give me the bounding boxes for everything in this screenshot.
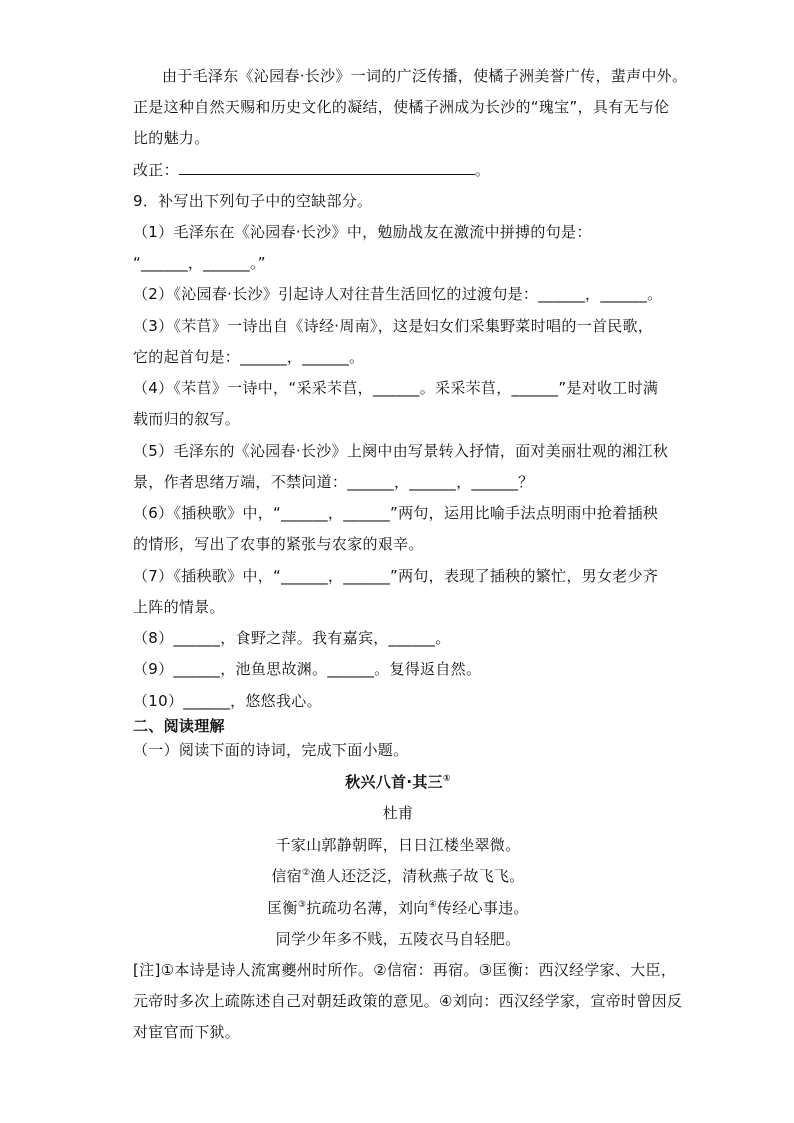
q9-item-1b: “______，______。”: [133, 254, 266, 272]
correction-row: [133, 160, 663, 180]
q9-item-4a: （4）《芣苢》一诗中，“采采芣苢，______。采采芣苢，______”是对收工时满: [133, 379, 659, 397]
q9-item-6a: （6）《插秧歌》中，“______，______”两句，运用比喻手法点明雨中抢着插秧: [133, 504, 659, 522]
poem-line-3: 匡衡③抗疏功名薄，刘向④传经心事违。: [267, 899, 529, 917]
q9-item-3a: （3）《芣苢》一诗出自《诗经·周南》，这是妇女们采集野菜时唱的一首民歌，: [133, 317, 654, 335]
q9-item-4b: 载而归的叙写。: [133, 410, 241, 428]
notes-line-3: 对宦官而下狱。: [133, 1023, 241, 1041]
poem-title-note: ①: [442, 774, 451, 784]
poem-author: 杜甫: [382, 804, 414, 822]
passage-line-1: 由于毛泽东《沁园春·长沙》一词的广泛传播，使橘子洲美誉广传，蜚声中外。: [162, 67, 688, 85]
q9-item-10: （10）______，悠悠我心。: [133, 692, 322, 710]
notes-line-2: 元帝时多次上疏陈述自己对朝廷政策的意见。④刘向：西汉经学家，宣帝时曾因反: [133, 992, 683, 1010]
poem-line-4: 同学少年多不贱，五陵衣马自轻肥。: [275, 930, 521, 948]
correction-end: 。: [474, 161, 491, 179]
notes-line-1: [注]①本诗是诗人流寓夔州时所作。②信宿：再宿。③匡衡：西汉经学家、大臣，: [133, 961, 677, 979]
poem-line-2: 信宿②渔人还泛泛，清秋燕子故飞飞。: [271, 867, 525, 885]
passage-line-2: 正是这种自然天赐和历史文化的凝结，使橘子洲成为长沙的“瑰宝”，具有无与伦: [133, 98, 670, 116]
q9-item-6b: 的情形，写出了农事的紧张与农家的艰辛。: [133, 535, 424, 553]
passage-line-3: 比的魅力。: [133, 129, 210, 147]
q9-item-2: （2）《沁园春·长沙》引起诗人对往昔生活回忆的过渡句是：______，______。: [133, 285, 663, 303]
q9-item-7b: 上阵的情景。: [133, 598, 225, 616]
poem-title: 秋兴八首·其三①: [345, 773, 451, 791]
q9-item-3b: 它的起首句是：______，______。: [133, 348, 365, 366]
poem-note-3: ③: [297, 900, 307, 910]
section-subheading: （一）阅读下面的诗词，完成下面小题。: [133, 741, 409, 759]
question-9-title: 9．补写出下列句子中的空缺部分。: [133, 192, 373, 210]
poem-note-2: ②: [302, 868, 311, 878]
q9-item-8: （8）______，食野之萍。我有嘉宾，______。: [133, 629, 451, 647]
correction-label: 改正：: [133, 161, 179, 179]
poem-line-1: 千家山郭静朝晖，日日江楼坐翠微。: [275, 836, 521, 854]
q9-item-5a: （5）毛泽东的《沁园春·长沙》上阕中由写景转入抒情，面对美丽壮观的湘江秋: [133, 442, 669, 460]
section-heading: 二、阅读理解: [133, 717, 225, 735]
correction-blank[interactable]: [179, 160, 475, 175]
q9-item-9: （9）______，池鱼思故渊。______。复得返自然。: [133, 660, 482, 678]
q9-item-7a: （7）《插秧歌》中，“______，______”两句，表现了插秧的繁忙，男女老少齐: [133, 567, 659, 585]
q9-item-5b: 景，作者思绪万端，不禁问道：______，______，______？: [133, 473, 534, 491]
poem-note-4: ④: [428, 900, 437, 910]
q9-item-1a: （1）毛泽东在《沁园春·长沙》中，勉励战友在激流中拼搏的句是：: [133, 223, 592, 241]
